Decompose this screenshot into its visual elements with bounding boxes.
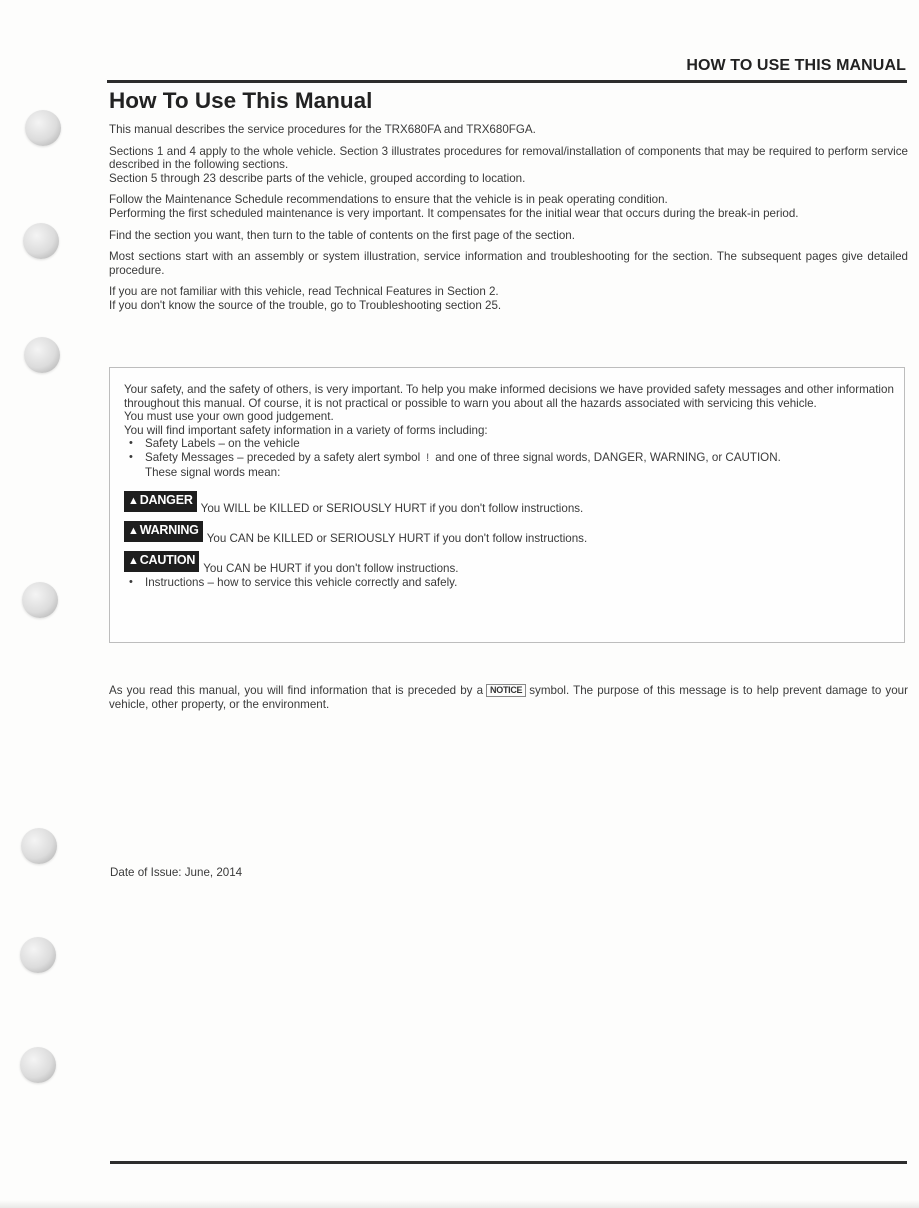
notice-symbol-icon: NOTICE — [486, 684, 526, 697]
signal-caution — [124, 551, 894, 575]
intro-paragraph: This manual describes the service procedures for the TRX680FA and TRX680FGA. — [109, 123, 536, 136]
warning-triangle-icon: ▲ — [128, 525, 139, 538]
running-head: HOW TO USE THIS MANUAL — [686, 57, 906, 74]
warning-triangle-icon: ▲ — [128, 495, 139, 508]
safety-paragraph: You must use your own good judgement. — [124, 410, 334, 424]
warning-badge — [124, 521, 203, 542]
binder-hole — [20, 937, 56, 973]
warning-label: WARNING — [139, 523, 199, 538]
safety-alert-icon: ! — [426, 451, 430, 464]
binder-hole — [21, 828, 57, 864]
binder-hole — [24, 337, 60, 373]
page-edge-shadow — [0, 1200, 919, 1208]
safety-bullet-text: and one of three signal words, DANGER, WARNING, or CAUTION. — [435, 450, 781, 464]
safety-info-box — [109, 367, 905, 643]
binder-hole — [20, 1047, 56, 1083]
safety-bullet: • Safety Labels – on the vehicle — [124, 437, 894, 451]
safety-bullet-text: Safety Messages – preceded by a safety alert symbol — [145, 450, 421, 464]
page-title: How To Use This Manual — [109, 88, 373, 113]
safety-bullet — [124, 451, 894, 479]
binder-hole — [22, 582, 58, 618]
warning-triangle-icon: ▲ — [128, 555, 139, 568]
binder-hole — [23, 223, 59, 259]
signal-warning — [124, 521, 894, 545]
safety-paragraph: You will find important safety information in a variety of forms including: — [124, 423, 488, 437]
caution-badge — [124, 551, 199, 572]
date-of-issue: Date of Issue: June, 2014 — [110, 866, 243, 879]
intro-paragraph: Most sections start with an assembly or system illustration, service information and troubleshooting for the section. The subsequent pages give detailed procedure. — [109, 250, 908, 277]
caution-label: CAUTION — [139, 553, 196, 568]
notice-paragraph — [109, 684, 908, 712]
intro-paragraph: Find the section you want, then turn to the table of contents on the first page of the section. — [109, 228, 575, 242]
safety-bullet: • Instructions – how to service this vehicle correctly and safely. — [124, 576, 894, 590]
signal-danger — [124, 491, 894, 515]
intro-paragraph: If you are not familiar with this vehicle, read Technical Features in Section 2. — [109, 285, 499, 299]
intro-paragraph: Follow the Maintenance Schedule recommendations to ensure that the vehicle is in peak operating condition. — [109, 193, 668, 207]
warning-description: You CAN be KILLED or SERIOUSLY HURT if you don't follow instructions. — [206, 531, 588, 545]
intro-paragraph: If you don't know the source of the trouble, go to Troubleshooting section 25. — [109, 298, 502, 312]
footer-rule — [110, 1161, 907, 1164]
intro-section — [109, 123, 908, 313]
intro-paragraph: Sections 1 and 4 apply to the whole vehicle. Section 3 illustrates procedures for removal/installation of components that may be required to perform service described in the following sections. — [109, 144, 908, 172]
binder-hole — [25, 110, 61, 146]
safety-paragraph: Your safety, and the safety of others, is very important. To help you make informed decisions we have provided safety messages and other information throughout this manual. Of course, it is not practical or possible to warn you about all the hazards associated with servicing this vehicle. — [124, 383, 894, 410]
intro-paragraph: Section 5 through 23 describe parts of the vehicle, grouped according to location. — [109, 171, 526, 185]
notice-text: symbol. The purpose of this message is to help prevent damage to your vehicle, other property, or the environment. — [109, 684, 908, 711]
notice-section — [109, 684, 908, 712]
notice-text: As you read this manual, you will find information that is preceded by a — [109, 684, 484, 697]
caution-description: You CAN be HURT if you don't follow instructions. — [203, 561, 459, 575]
safety-bullet-text: These signal words mean: — [145, 465, 281, 479]
danger-badge — [124, 491, 197, 512]
danger-label: DANGER — [139, 493, 193, 508]
danger-description: You WILL be KILLED or SERIOUSLY HURT if you don't follow instructions. — [200, 501, 584, 515]
intro-paragraph: Performing the first scheduled maintenance is very important. It compensates for the initial wear that occurs during the break-in period. — [109, 206, 799, 220]
header-rule — [107, 80, 907, 83]
